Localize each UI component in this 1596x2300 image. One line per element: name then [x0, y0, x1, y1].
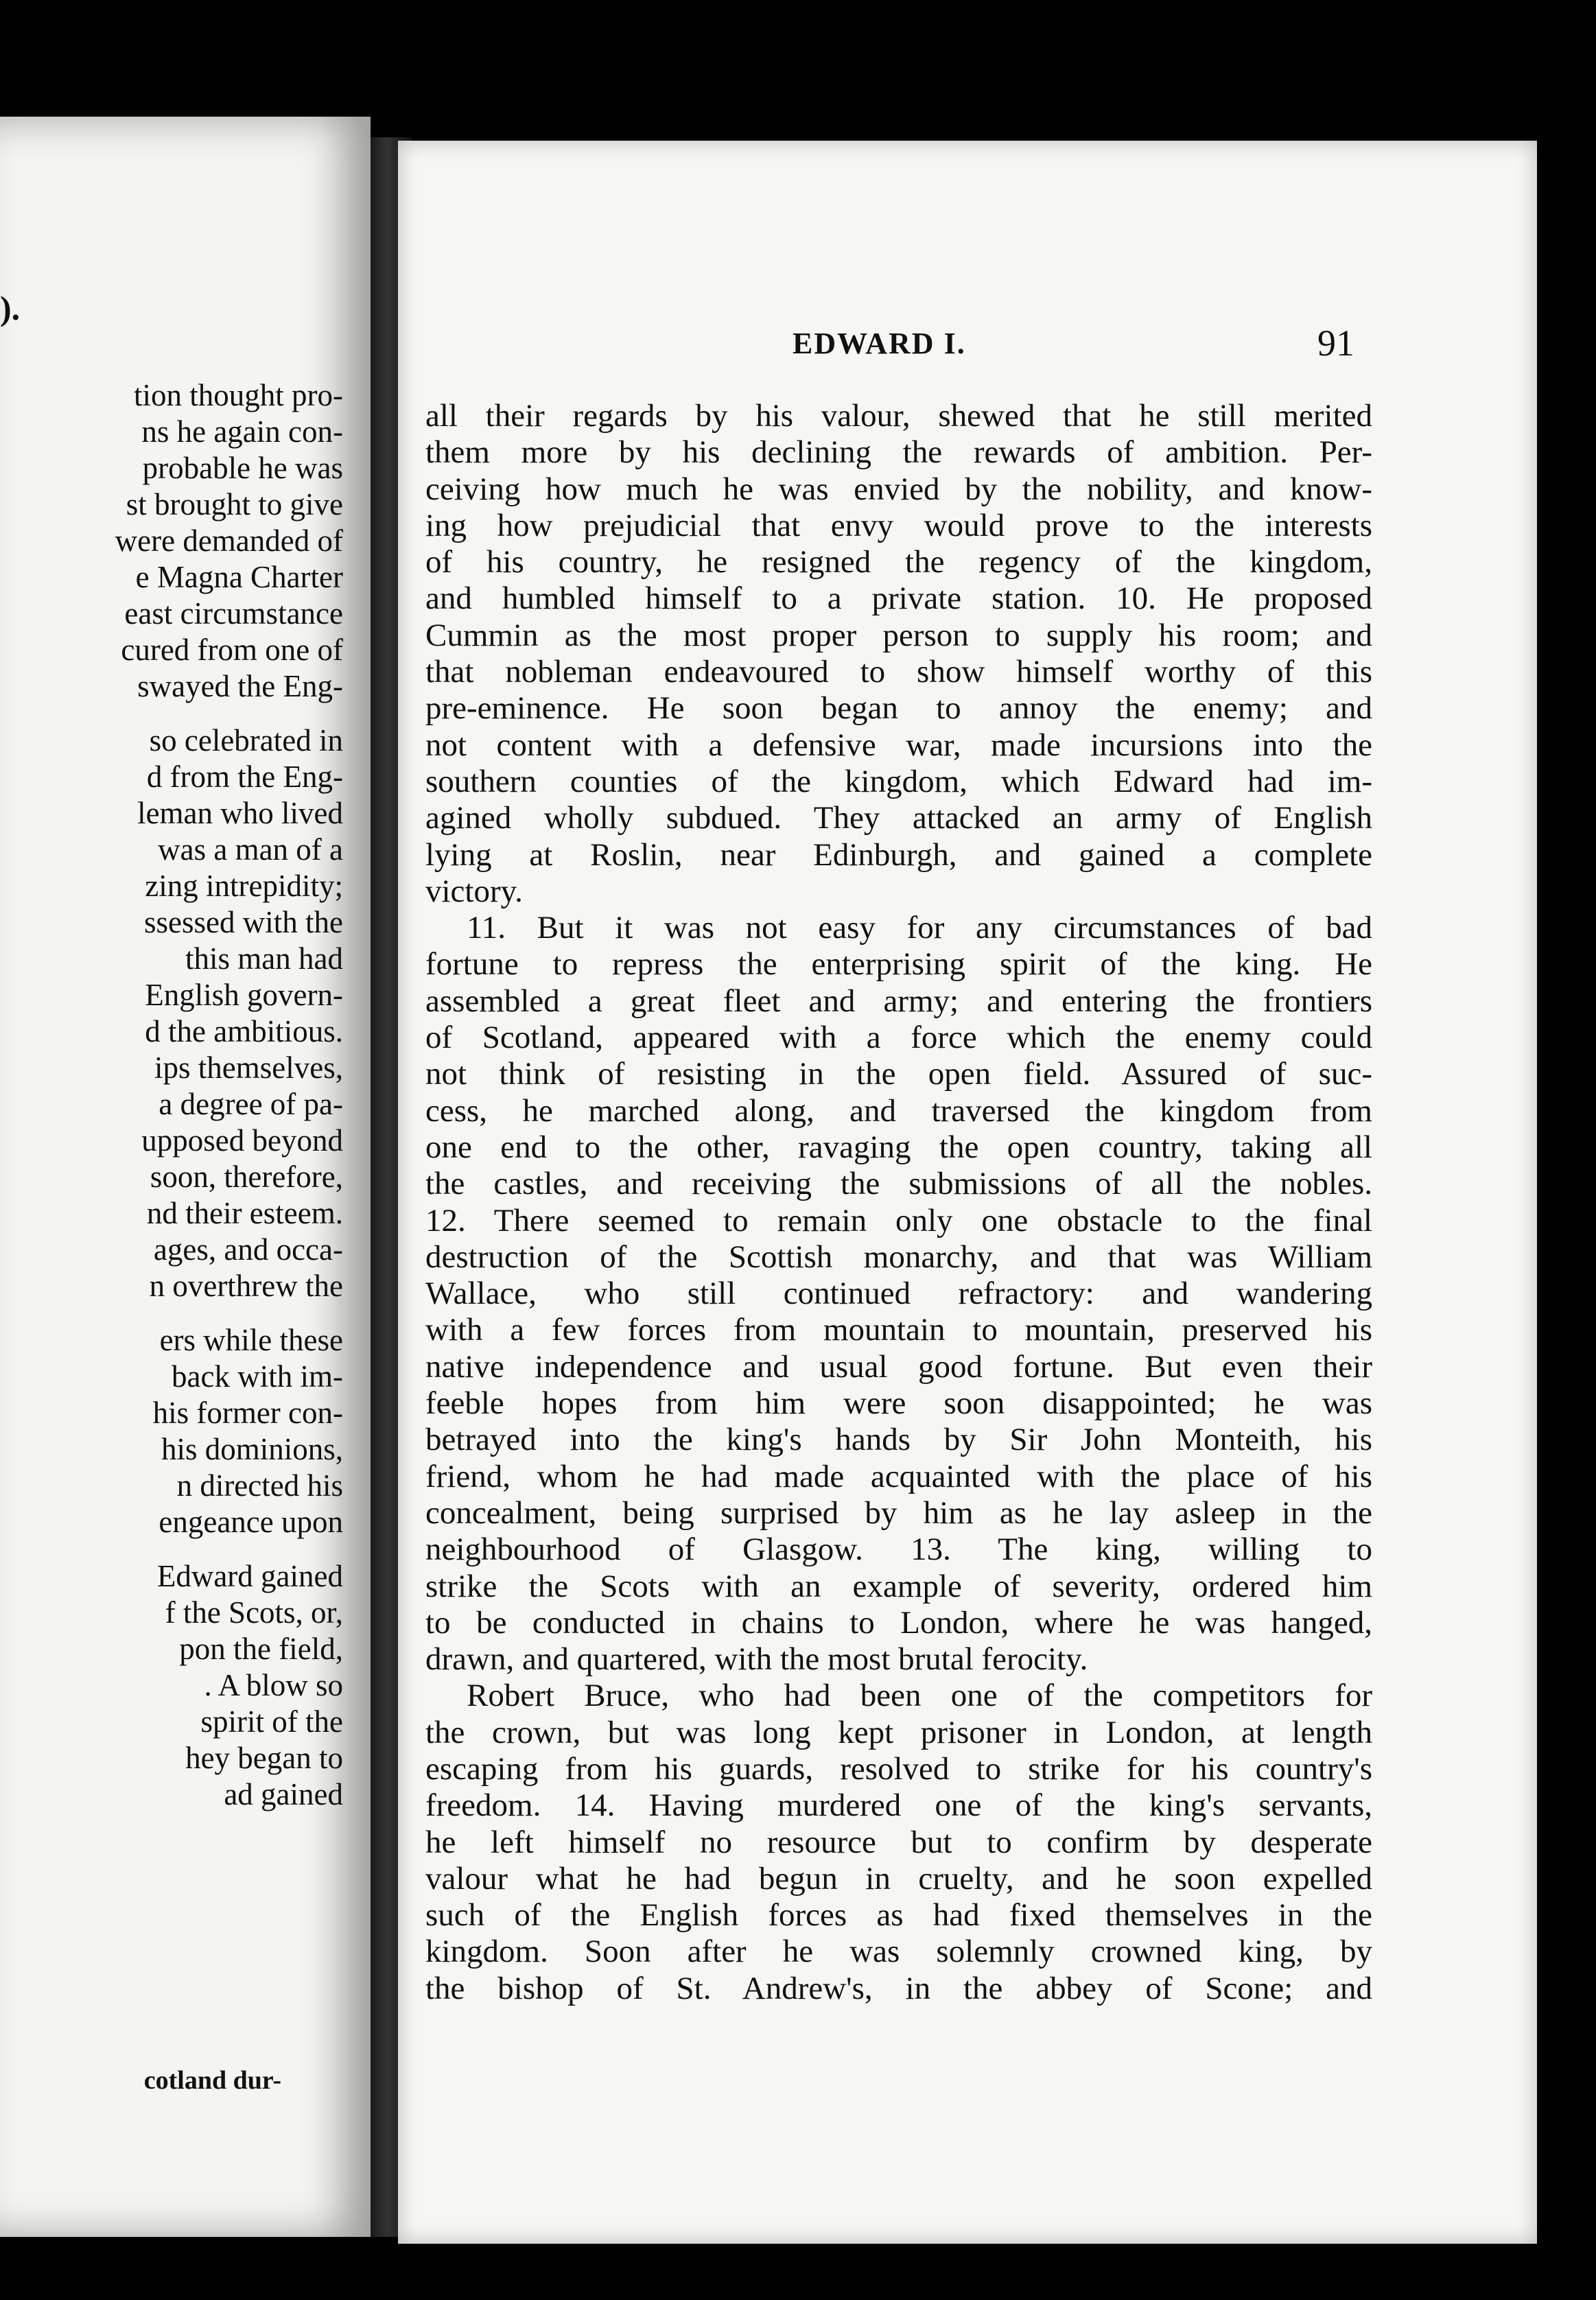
- text-line: of his country, he resigned the regency of the kingdom,: [425, 544, 1372, 580]
- text-line: drawn, and quartered, with the most brutal ferocity.: [425, 1641, 1088, 1678]
- page-number: 91: [1317, 322, 1354, 364]
- running-title: EDWARD I.: [793, 327, 966, 360]
- text-line: victory.: [425, 873, 523, 909]
- text-line: them more by his declining the rewards of ambition. Per-: [425, 434, 1372, 471]
- left-line: pon the field,: [179, 1632, 343, 1666]
- right-page: [398, 141, 1537, 2244]
- text-line: valour what he had begun in cruelty, and he soon expelled: [425, 1860, 1372, 1897]
- left-page: [0, 117, 371, 2237]
- left-line: ages, and occa-: [153, 1232, 343, 1267]
- left-line: nd their esteem.: [146, 1196, 343, 1230]
- text-line: lying at Roslin, near Edinburgh, and gained a complete: [425, 836, 1372, 873]
- text-line: concealment, being surprised by him as he lay asleep in the: [425, 1494, 1372, 1531]
- text-line: the castles, and receiving the submissions of all the nobles.: [425, 1166, 1372, 1202]
- left-line: . A blow so: [204, 1668, 343, 1702]
- text-line: one end to the other, ravaging the open country, taking all: [425, 1129, 1372, 1165]
- text-line: not think of resisting in the open field. Assured of suc-: [425, 1056, 1372, 1092]
- left-line: e Magna Charter: [135, 560, 343, 594]
- page-body-text: [425, 398, 1372, 2007]
- text-line: kingdom. Soon after he was solemnly crowned king, by: [425, 1934, 1372, 1970]
- text-line: 11. But it was not easy for any circumstances of bad: [467, 910, 1372, 946]
- scan-border: [0, 2244, 1596, 2300]
- left-line: ssessed with the: [144, 905, 343, 939]
- left-line: d from the Eng-: [146, 760, 343, 794]
- text-line: the bishop of St. Andrew's, in the abbey of Scone; and: [425, 1970, 1372, 2006]
- text-line: he left himself no resource but to confirm by desperate: [425, 1824, 1372, 1860]
- text-line: Cummin as the most proper person to supply his room; and: [425, 617, 1372, 653]
- left-page-text: [0, 377, 343, 1813]
- left-line: his former con-: [152, 1396, 343, 1430]
- text-line: fortune to repress the enterprising spirit of the king. He: [425, 946, 1372, 983]
- running-head: [398, 322, 1537, 374]
- text-line: friend, whom he had made acquainted with the place of his: [425, 1458, 1372, 1494]
- text-line: and humbled himself to a private station. 10. He proposed: [425, 580, 1372, 617]
- left-line: swayed the Eng-: [137, 669, 343, 703]
- text-line: of Scotland, appeared with a force which the enemy could: [425, 1020, 1372, 1056]
- left-line: n overthrew the: [149, 1269, 343, 1303]
- text-line: destruction of the Scottish monarchy, and that was William: [425, 1239, 1372, 1275]
- text-line: Wallace, who still continued refractory: and wandering: [425, 1276, 1372, 1312]
- text-line: pre-eminence. He soon began to annoy the enemy; and: [425, 690, 1372, 727]
- left-line: zing intrepidity;: [145, 869, 343, 903]
- text-line: ceiving how much he was envied by the nobility, and know-: [425, 471, 1372, 507]
- left-page-header-fragment: ).: [0, 289, 21, 327]
- left-line: leman who lived: [137, 796, 343, 830]
- text-line: betrayed into the king's hands by Sir John Monteith, his: [425, 1422, 1372, 1458]
- left-line: so celebrated in: [149, 723, 343, 758]
- left-line: English govern-: [145, 978, 343, 1012]
- left-line: were demanded of: [115, 524, 343, 558]
- left-line: f the Scots, or,: [165, 1595, 343, 1630]
- left-line: east circumstance: [124, 596, 343, 631]
- text-line: ing how prejudicial that envy would prove to the interests: [425, 507, 1372, 543]
- left-page-footnote: cotland dur-: [143, 2066, 281, 2095]
- text-line: not content with a defensive war, made incursions into the: [425, 727, 1372, 763]
- left-line: a degree of pa-: [159, 1087, 343, 1121]
- text-line: southern counties of the kingdom, which Edward had im-: [425, 763, 1372, 799]
- left-line: Edward gained: [156, 1559, 343, 1593]
- text-line: feeble hopes from him were soon disappointed; he was: [425, 1385, 1372, 1422]
- text-line: with a few forces from mountain to mountain, preserved his: [425, 1312, 1372, 1348]
- text-line: agined wholly subdued. They attacked an army of English: [425, 800, 1372, 836]
- left-line: back with im-: [172, 1359, 343, 1394]
- text-line: escaping from his guards, resolved to strike for his country's: [425, 1750, 1372, 1787]
- text-line: the crown, but was long kept prisoner in London, at length: [425, 1714, 1372, 1750]
- text-line: all their regards by his valour, shewed that he still merited: [425, 398, 1372, 434]
- left-line: ers while these: [159, 1323, 343, 1357]
- left-line: was a man of a: [158, 832, 343, 867]
- left-line: upposed beyond: [141, 1123, 343, 1158]
- left-line: spirit of the: [200, 1704, 343, 1739]
- text-line: to be conducted in chains to London, where he was hanged,: [425, 1604, 1372, 1641]
- text-line: cess, he marched along, and traversed the kingdom from: [425, 1092, 1372, 1129]
- left-line: n directed his: [176, 1468, 343, 1503]
- text-line: strike the Scots with an example of severity, ordered him: [425, 1568, 1372, 1604]
- left-line: hey began to: [185, 1741, 343, 1775]
- left-line: tion thought pro-: [134, 378, 343, 412]
- text-line: neighbourhood of Glasgow. 13. The king, willing to: [425, 1532, 1372, 1568]
- left-line: ns he again con-: [141, 414, 343, 449]
- text-line: Robert Bruce, who had been one of the competitors for: [467, 1678, 1372, 1714]
- text-line: freedom. 14. Having murdered one of the king's servants,: [425, 1787, 1372, 1824]
- left-line: ad gained: [224, 1777, 343, 1811]
- left-line: soon, therefore,: [150, 1160, 343, 1194]
- text-line: assembled a great fleet and army; and entering the frontiers: [425, 983, 1372, 1019]
- left-line: st brought to give: [126, 487, 343, 521]
- left-line: cured from one of: [121, 633, 343, 667]
- left-line: this man had: [185, 941, 343, 976]
- left-line: d the ambitious.: [145, 1014, 343, 1048]
- text-line: native independence and usual good fortune. But even their: [425, 1348, 1372, 1385]
- left-line: probable he was: [142, 451, 343, 485]
- text-line: that nobleman endeavoured to show himself worthy of this: [425, 654, 1372, 690]
- left-line: ips themselves,: [154, 1051, 343, 1085]
- left-line: engeance upon: [159, 1505, 343, 1539]
- left-line: his dominions,: [161, 1432, 343, 1466]
- text-line: 12. There seemed to remain only one obstacle to the final: [425, 1202, 1372, 1239]
- text-line: such of the English forces as had fixed themselves in the: [425, 1897, 1372, 1934]
